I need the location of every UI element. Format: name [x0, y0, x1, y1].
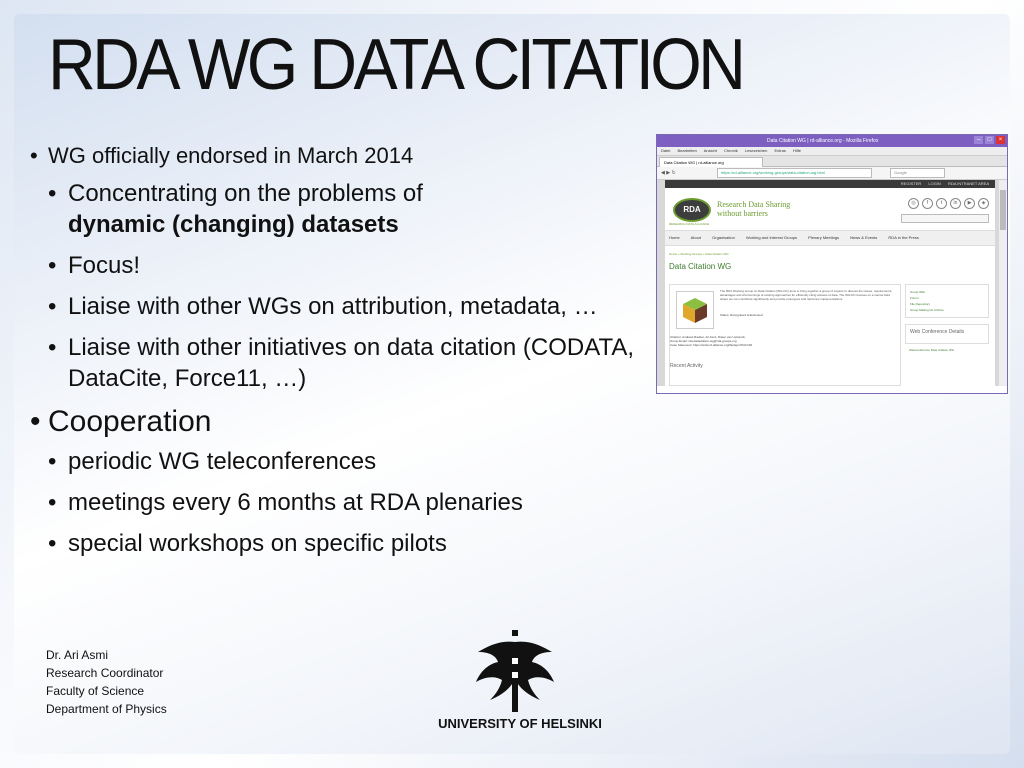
window-controls: [974, 136, 1005, 144]
browser-menubar: [657, 147, 1007, 156]
author-department: Department of Physics: [46, 702, 167, 716]
bullet-dot: •: [48, 293, 57, 320]
nav-link[interactable]: Organisation: [712, 235, 735, 240]
menu-item[interactable]: Datei: [661, 148, 671, 153]
window-title: Data Citation WG | rd-alliance.org - Mozilla Firefox: [767, 138, 879, 144]
nav-link[interactable]: News & Events: [850, 235, 878, 240]
menu-item[interactable]: Extras: [774, 148, 786, 153]
mailing-list-link[interactable]: Group Mailing list Archive: [910, 308, 944, 312]
menu-item[interactable]: Lesezeichen: [744, 148, 768, 153]
right-sidebar: [905, 284, 989, 384]
bullet-text: WG officially endorsed in March 2014: [48, 143, 414, 168]
page-content: [665, 180, 995, 386]
browser-tab[interactable]: Data Citation WG | rd-alliance.org: [659, 157, 763, 167]
linkedin-icon[interactable]: in: [950, 198, 961, 209]
reload-icon[interactable]: ↻: [671, 170, 676, 176]
nav-link[interactable]: About: [690, 235, 702, 240]
youtube-icon[interactable]: ▶: [964, 198, 975, 209]
author-name: Dr. Ari Asmi: [46, 648, 109, 662]
web-conference-heading: Web Conference Details: [905, 324, 989, 344]
group-email-line[interactable]: Group Email: rda-datacitation-wg@rda-groups.org: [670, 339, 737, 343]
maximize-icon[interactable]: □: [985, 136, 994, 144]
nav-link[interactable]: RDA in the Press: [888, 235, 919, 240]
topbar-link[interactable]: REGISTER: [900, 181, 922, 186]
back-icon[interactable]: ◀: [661, 170, 665, 176]
bullet-dot: •: [48, 252, 57, 279]
bullet-liaise-initiatives: [30, 332, 650, 394]
bullet-text: Liaise with other initiatives on data citation (CODATA, DataCite, Force11, …): [68, 334, 635, 392]
bullet-cooperation: [30, 404, 650, 440]
menu-item[interactable]: Chronik: [723, 148, 738, 153]
bullet-bold-text: dynamic (changing) datasets: [68, 211, 399, 238]
menu-item[interactable]: Ansicht: [703, 148, 717, 153]
bullet-text: Liaise with other WGs on attribution, metadata, …: [68, 293, 598, 320]
rda-tagline: [717, 200, 790, 218]
close-icon[interactable]: ×: [996, 136, 1005, 144]
forum-link[interactable]: Forum: [910, 296, 919, 300]
bullet-workshops: [30, 528, 650, 559]
browser-tabbar: [657, 156, 1007, 167]
scroll-thumb[interactable]: [1000, 190, 1006, 230]
menu-item[interactable]: Bearbeiten: [677, 148, 697, 153]
nav-link[interactable]: Home: [669, 235, 680, 240]
author-block: [46, 646, 167, 718]
breadcrumb[interactable]: Home » Working Groups » Data Citation WG: [669, 252, 729, 256]
bullet-text: special workshops on specific pilots: [68, 530, 447, 557]
rss-icon[interactable]: ◎: [908, 198, 919, 209]
bullet-dot: •: [30, 405, 41, 438]
wg-chairs: [670, 335, 896, 347]
url-bar[interactable]: https://rd-alliance.org/working-groups/data-citation-wg.html: [717, 168, 872, 178]
group-wiki-link[interactable]: Group Wiki: [910, 290, 925, 294]
window-titlebar: [657, 135, 1007, 147]
group-links-box: [905, 284, 989, 318]
rda-logo[interactable]: RDA: [673, 198, 711, 222]
bullet-dot: •: [48, 530, 57, 557]
page-scrollbar[interactable]: [999, 180, 1007, 386]
browser-search-input[interactable]: Google: [890, 168, 945, 178]
facebook-icon[interactable]: f: [922, 198, 933, 209]
university-logo: [430, 628, 610, 738]
bullet-endorsed: [30, 142, 650, 170]
wg-description: The RDA Working Group on Data Citation (WG-DC) aims to bring together a group of experts to discuss the issues, requirements, advantages and shortcomings of existing approaches for efficiently citing subsets of data. The WG-DC focuses on a narrow field where we can contribute significantly and provide prototypes and reference implementations.: [720, 289, 893, 301]
browser-navbar: [657, 167, 1007, 180]
bullet-list: [30, 142, 650, 569]
bullet-teleconferences: [30, 446, 650, 477]
slide-title: RDA WG DATA CITATION: [48, 25, 743, 105]
bullet-dot: •: [48, 489, 57, 516]
file-repository-link[interactable]: File Repository: [910, 302, 931, 306]
bullet-text: Focus!: [68, 252, 141, 279]
page-heading: Data Citation WG: [669, 262, 732, 271]
web-conference-link[interactable]: Webconference Data Citation WG: [909, 348, 955, 352]
recent-activity-heading: Recent Activity: [670, 363, 703, 369]
nav-link[interactable]: Working and Interest Groups: [745, 235, 798, 240]
bullet-text: periodic WG teleconferences: [68, 448, 377, 475]
forward-icon[interactable]: ▶: [666, 170, 671, 176]
bullet-dot: •: [48, 334, 57, 361]
chairs-line: Chair(s): Andreas Rauber, Ari Asmi, Dieter van Uytvanck: [670, 335, 745, 339]
bullet-focus: [30, 250, 650, 281]
nav-buttons: [657, 170, 717, 176]
helsinki-flame-icon: [430, 628, 610, 716]
web-page: [657, 180, 1007, 386]
site-navigation: [665, 230, 995, 246]
topbar-link[interactable]: LOGIN: [928, 181, 941, 186]
tagline-line-2: without barriers: [717, 209, 768, 218]
nav-link[interactable]: Plenary Meetings: [808, 235, 840, 240]
university-name: UNIVERSITY OF HELSINKI: [438, 716, 602, 731]
rda-subtitle: RESEARCH DATA ALLIANCE: [669, 222, 710, 226]
bullet-meetings: [30, 487, 650, 518]
browser-screenshot: [656, 134, 1008, 394]
bullet-text: meetings every 6 months at RDA plenaries: [68, 489, 523, 516]
bullet-dot: •: [30, 143, 38, 168]
site-topbar: [665, 180, 995, 188]
site-header: [665, 188, 995, 230]
menu-item[interactable]: Hilfe: [792, 148, 801, 153]
bullet-text: Concentrating on the problems of: [68, 180, 423, 207]
author-role: Research Coordinator: [46, 666, 164, 680]
bullet-concentrating: [30, 178, 650, 240]
share-icon[interactable]: ◈: [978, 198, 989, 209]
wg-status: Status: Recognised & Endorsed: [720, 313, 763, 317]
wg-info-box: [669, 284, 901, 386]
social-icons: [908, 198, 989, 209]
bullet-dot: •: [48, 180, 57, 207]
topbar-link[interactable]: RDA INTRANET AREA: [947, 181, 989, 186]
bullet-liaise-wgs: [30, 291, 650, 322]
bullet-text: Cooperation: [48, 405, 212, 438]
bullet-dot: •: [48, 448, 57, 475]
wg-cube-icon: [676, 291, 714, 329]
site-search-input[interactable]: [901, 214, 989, 223]
case-statement-line[interactable]: Case Statement: https://www.rd-alliance.org/filedepot?fid=192: [670, 343, 753, 347]
author-faculty: Faculty of Science: [46, 684, 145, 698]
twitter-icon[interactable]: t: [936, 198, 947, 209]
tagline-line-1: Research Data Sharing: [717, 200, 791, 209]
minimize-icon[interactable]: –: [974, 136, 983, 144]
